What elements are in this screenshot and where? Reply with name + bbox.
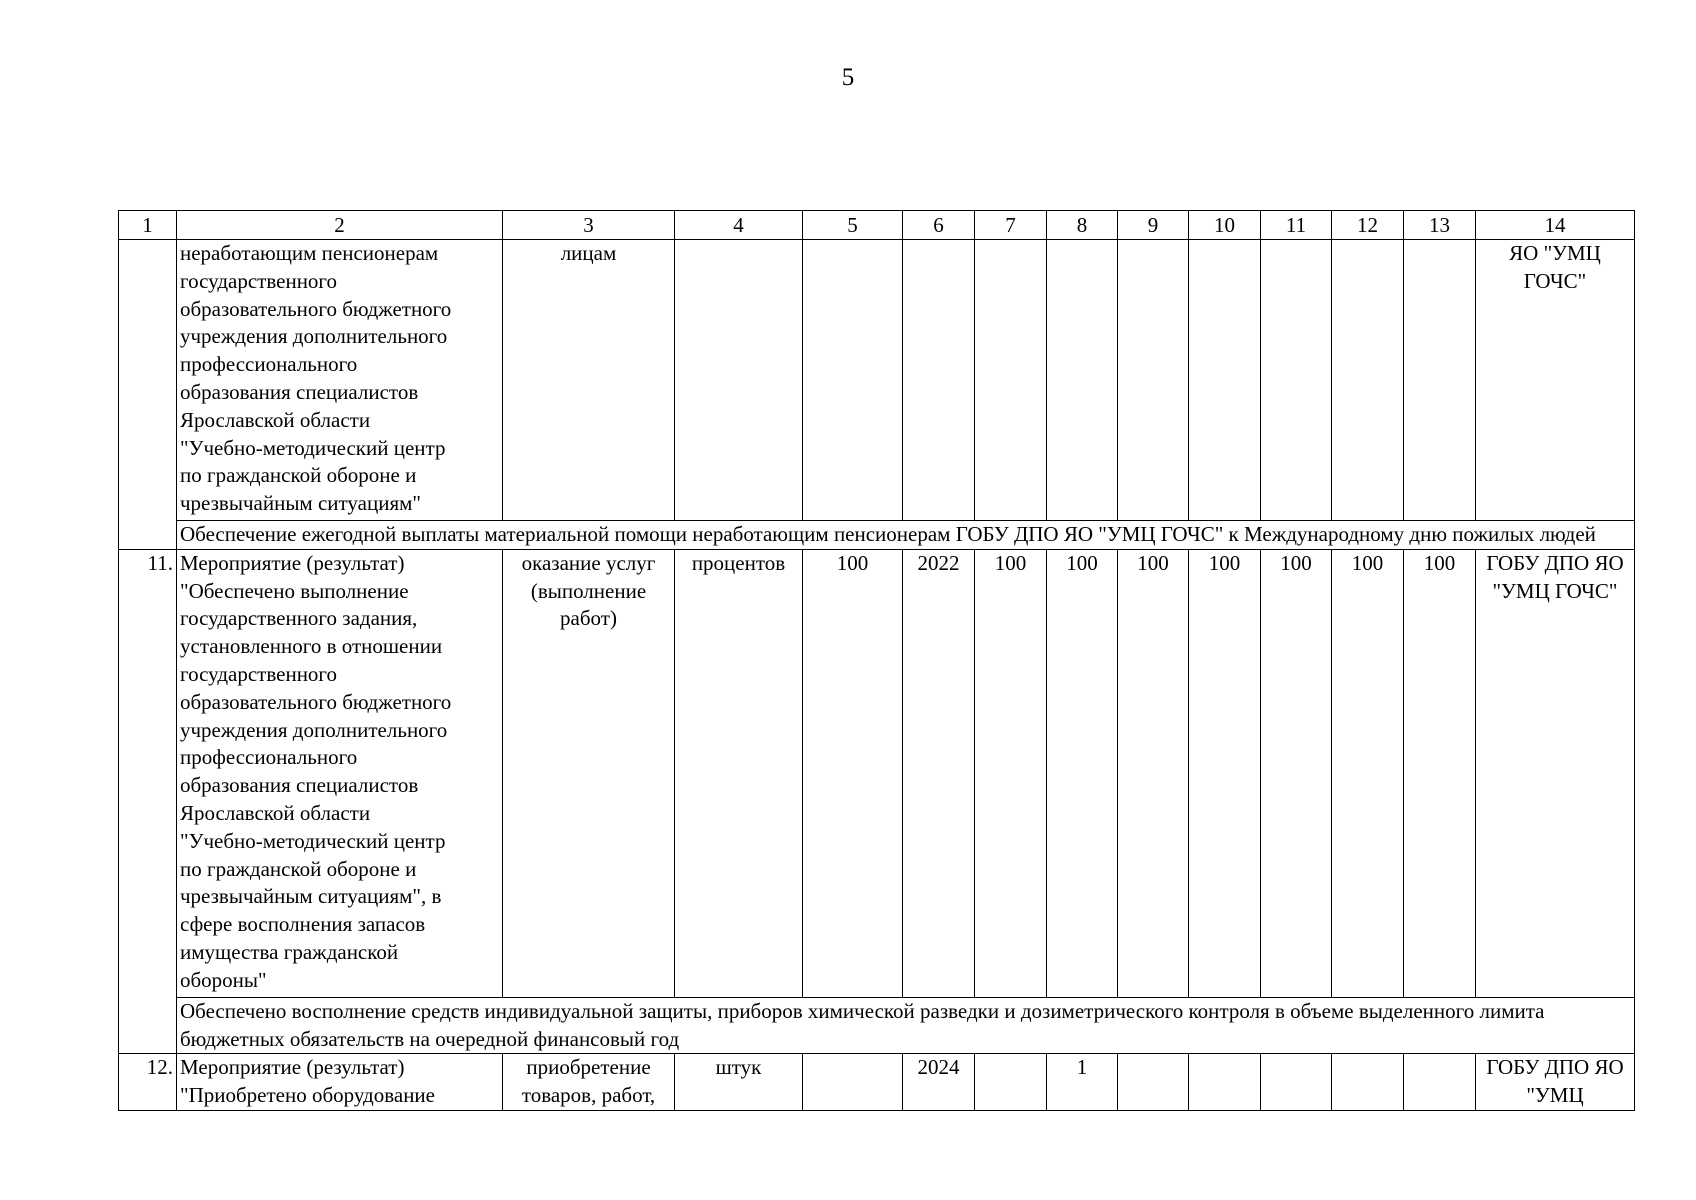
value-cell: [1332, 1054, 1404, 1111]
unit-cell: [675, 240, 803, 521]
table-note-row: [119, 521, 1635, 550]
result-description: Обеспечено восполнение средств индивидуальной защиты, приборов химической разведки и дозиметрического контроля в объеме выделенного лимита бюджетных обязательств на очередной финансовый год: [177, 997, 1635, 1054]
value-cell: 100: [975, 549, 1047, 997]
value-cell: [1189, 1054, 1261, 1111]
table-note-row: [119, 997, 1635, 1054]
col-header-8: 8: [1047, 211, 1118, 240]
col-header-4: 4: [675, 211, 803, 240]
page-number: 5: [841, 64, 855, 91]
value-cell: 100: [1189, 549, 1261, 997]
base-year-cell: 2022: [903, 549, 975, 997]
value-cell: [1189, 240, 1261, 521]
unit-cell: штук: [675, 1054, 803, 1111]
value-cell: [803, 240, 903, 521]
col-header-3: 3: [503, 211, 675, 240]
value-cell: [1332, 240, 1404, 521]
unit-cell: процентов: [675, 549, 803, 997]
measure-description-cell: Мероприятие (результат) "Приобретено оборудование: [177, 1054, 503, 1111]
col-header-2: 2: [177, 211, 503, 240]
responsible-cell: ГОБУ ДПО ЯО "УМЦ ГОЧС": [1476, 549, 1635, 997]
col-header-7: 7: [975, 211, 1047, 240]
column-number-header-row: [119, 211, 1635, 240]
value-cell: [975, 1054, 1047, 1111]
value-cell: [1047, 240, 1118, 521]
measure-description-cell: неработающим пенсионерам государственного образовательного бюджетного учреждения дополнительного профессионального образования специалистов Ярославской области "Учебно-методический центр по гражданской обороне и чрезвычайным ситуациям": [177, 240, 503, 521]
col-header-6: 6: [903, 211, 975, 240]
value-cell: 100: [1118, 549, 1189, 997]
value-cell: 100: [1047, 549, 1118, 997]
col-header-13: 13: [1404, 211, 1476, 240]
row-number-cell: [119, 240, 177, 550]
value-cell: [1118, 1054, 1189, 1111]
col-header-14: 14: [1476, 211, 1635, 240]
value-cell: [1261, 240, 1332, 521]
col-header-10: 10: [1189, 211, 1261, 240]
value-cell: [1118, 240, 1189, 521]
row-number-cell: 11.: [119, 549, 177, 1054]
result-description: Обеспечение ежегодной выплаты материальной помощи неработающим пенсионерам ГОБУ ДПО ЯО "УМЦ ГОЧС" к Международному дню пожилых людей: [177, 521, 1635, 550]
col-header-1: 1: [119, 211, 177, 240]
value-cell: [1404, 1054, 1476, 1111]
measure-type-cell: приобретение товаров, работ,: [503, 1054, 675, 1111]
value-cell: [1404, 240, 1476, 521]
base-value-cell: 100: [803, 549, 903, 997]
value-cell: [975, 240, 1047, 521]
measure-type-cell: лицам: [503, 240, 675, 521]
base-value-cell: [803, 1054, 903, 1111]
col-header-11: 11: [1261, 211, 1332, 240]
responsible-cell: ГОБУ ДПО ЯО "УМЦ: [1476, 1054, 1635, 1111]
col-header-5: 5: [803, 211, 903, 240]
responsible-cell: ЯО "УМЦ ГОЧС": [1476, 240, 1635, 521]
measure-type-cell: оказание услуг (выполнение работ): [503, 549, 675, 997]
value-cell: [903, 240, 975, 521]
col-header-9: 9: [1118, 211, 1189, 240]
row-number-cell: 12.: [119, 1054, 177, 1111]
value-cell: [1261, 1054, 1332, 1111]
table-row: [119, 240, 1635, 521]
value-cell: 100: [1404, 549, 1476, 997]
table-row: [119, 1054, 1635, 1111]
col-header-12: 12: [1332, 211, 1404, 240]
indicators-table: [118, 210, 1635, 1111]
measure-description-cell: Мероприятие (результат) "Обеспечено выполнение государственного задания, установленного в отношении государственного образовательного бюджетного учреждения дополнительного профессионального образования специалистов Ярославской области "Учебно-методический центр по гражданской обороне и чрезвычайным ситуациям", в сфере восполнения запасов имущества гражданской обороны": [177, 549, 503, 997]
table-row: [119, 549, 1635, 997]
base-year-cell: 2024: [903, 1054, 975, 1111]
value-cell: 1: [1047, 1054, 1118, 1111]
value-cell: 100: [1332, 549, 1404, 997]
page-bottom-margin: [0, 1133, 1696, 1200]
value-cell: 100: [1261, 549, 1332, 997]
